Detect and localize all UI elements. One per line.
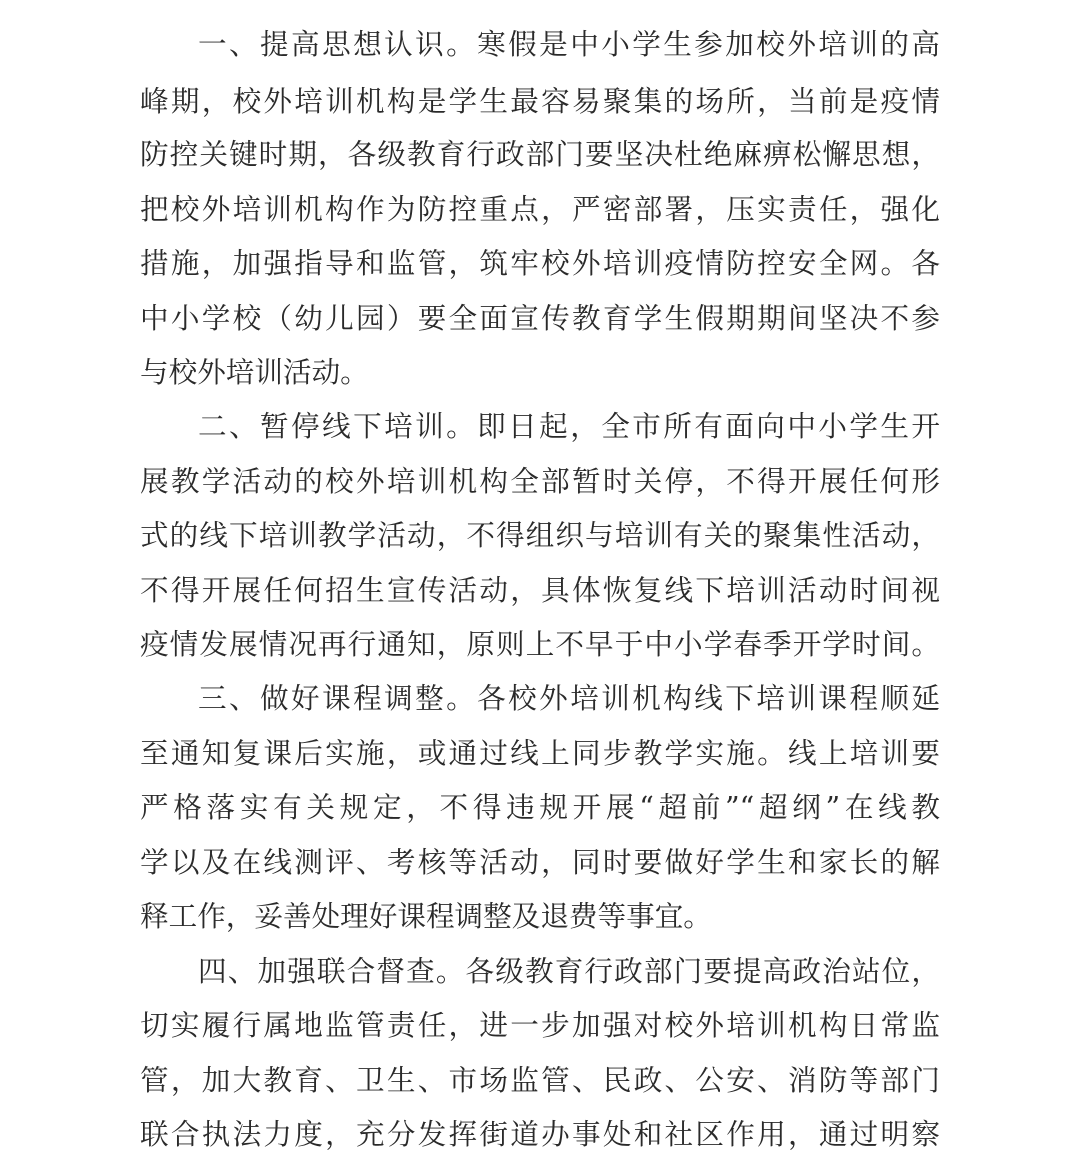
paragraph-1-line-7: 与校外培训活动。 [140,355,369,389]
paragraph-3-line-4: 学以及在线测评、考核等活动，同时要做好学生和家长的解 [140,845,940,879]
paragraph-1-line-2: 峰期，校外培训机构是学生最容易聚集的场所，当前是疫情 [140,84,940,118]
paragraph-4-line-3: 管，加大教育、卫生、市场监管、民政、公安、消防等部门 [140,1063,940,1097]
paragraph-3-line-5: 释工作，妥善处理好课程调整及退费等事宜。 [140,899,712,933]
paragraph-4-line-2: 切实履行属地监管责任，进一步加强对校外培训机构日常监 [140,1008,940,1042]
paragraph-4-line-1: 四、加强联合督查。各级教育行政部门要提高政治站位， [198,954,940,988]
paragraph-3-line-2: 至通知复课后实施，或通过线上同步教学实施。线上培训要 [140,736,940,770]
paragraph-2-line-4: 不得开展任何招生宣传活动，具体恢复线下培训活动时间视 [140,573,940,607]
paragraph-1-line-6: 中小学校（幼儿园）要全面宣传教育学生假期期间坚决不参 [140,301,940,335]
paragraph-1-line-3: 防控关键时期，各级教育行政部门要坚决杜绝麻痹松懈思想， [140,137,940,171]
paragraph-2-line-3: 式的线下培训教学活动，不得组织与培训有关的聚集性活动， [140,518,940,552]
paragraph-3-line-1: 三、做好课程调整。各校外培训机构线下培训课程顺延 [198,681,940,715]
paragraph-1-line-4: 把校外培训机构作为防控重点，严密部署，压实责任，强化 [140,192,940,226]
paragraph-1-line-5: 措施，加强指导和监管，筑牢校外培训疫情防控安全网。各 [140,246,940,280]
paragraph-2-line-2: 展教学活动的校外培训机构全部暂时关停，不得开展任何形 [140,464,940,498]
paragraph-2-line-1: 二、暂停线下培训。即日起，全市所有面向中小学生开 [198,409,940,443]
paragraph-2-line-5: 疫情发展情况再行通知，原则上不早于中小学春季开学时间。 [140,627,940,661]
paragraph-4-line-4: 联合执法力度，充分发挥街道办事处和社区作用，通过明察 [140,1117,940,1151]
paragraph-1-line-1: 一、提高思想认识。寒假是中小学生参加校外培训的高 [198,27,940,61]
paragraph-3-line-3: 严格落实有关规定，不得违规开展“超前”“超纲”在线教 [140,790,940,824]
